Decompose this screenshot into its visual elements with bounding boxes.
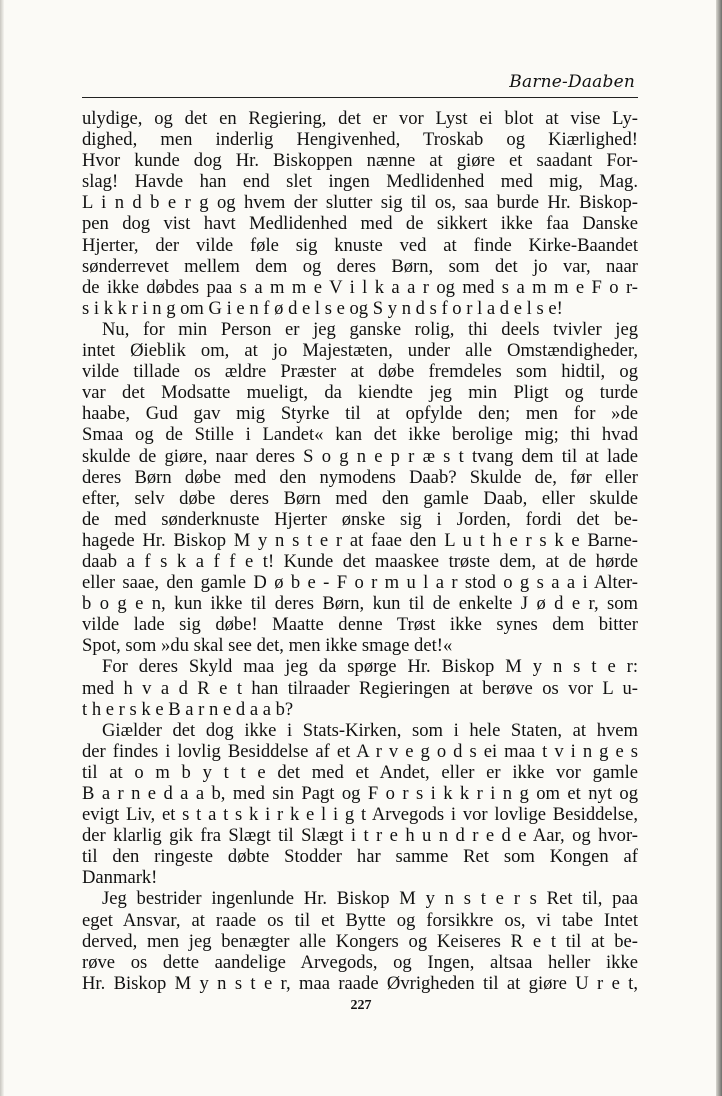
text-line: de ikke døbdes paa s a m m e V i l k a a r og med s a m m e F o r- bbox=[82, 276, 638, 298]
text-line: røve os dette aandelige Arvegods, og Ingen, altsaa heller ikke bbox=[82, 951, 638, 973]
text-line: der klarlig gik fra Slægt til Slægt i t r e h u n d r e d e Aar, og hvor- bbox=[82, 825, 638, 847]
text-line: B a r n e d a a b, med sin Pagt og F o r s i k k r i n g om et nyt og bbox=[82, 783, 638, 804]
text-line: hagede Hr. Biskop M y n s t e r at faae den L u t h e r s k e Barne- bbox=[82, 529, 638, 551]
text-line: til den ringeste døbte Stodder har samme Ret som Kongen af bbox=[82, 846, 638, 868]
text-line: ulydige, og det en Regiering, det er vor Lyst ei blot at vise Ly- bbox=[82, 108, 638, 129]
text-line: Smaa og de Stille i Landet« kan det ikke berolige mig; thi hvad bbox=[82, 424, 638, 446]
text-line: Nu, for min Person er jeg ganske rolig, thi deels tvivler jeg bbox=[102, 318, 638, 340]
text-line: t h e r s k e B a r n e d a a b? bbox=[82, 698, 294, 720]
text-line: efter, selv døbe deres Børn med den gamle Daab, eller skulde bbox=[82, 487, 638, 509]
text-line: haabe, Gud gav mig Styrke til at opfylde den; men for »de bbox=[82, 403, 638, 425]
text-line: eller saae, den gamle D ø b e - F o r m u l a r stod o g s a a i Alter- bbox=[82, 572, 638, 594]
header-rule bbox=[82, 97, 638, 98]
text-line: slag! Havde han end slet ingen Medlidenhed med mig, Mag. bbox=[82, 171, 638, 193]
body-text bbox=[82, 108, 638, 994]
text-line: sønderrevet mellem dem og deres Børn, som det jo var, naar bbox=[82, 255, 638, 277]
text-line: Hjerter, der vilde føle sig knuste ved at finde Kirke-Baandet bbox=[82, 234, 638, 256]
text-line: de med sønderknuste Hjerter ønske sig i Jorden, fordi det be- bbox=[82, 508, 638, 530]
text-line: Hvor kunde dog Hr. Biskoppen nænne at giøre et saadant For- bbox=[82, 150, 638, 172]
text-line: deres Børn døbe med den nymodens Daab? Skulde de, før eller bbox=[82, 466, 638, 488]
text-line: L i n d b e r g og hvem der slutter sig til os, saa burde Hr. Biskop- bbox=[82, 192, 638, 214]
text-line: daab a f s k a f f e t! Kunde det maaskee trøste dem, at de hørde bbox=[82, 550, 638, 572]
text-line: dighed, men inderlig Hengivenhed, Troskab og Kiærlighed! bbox=[82, 129, 638, 151]
text-line: Danmark! bbox=[82, 867, 158, 889]
text-line: intet Øieblik om, at jo Majestæten, under alle Omstændigheder, bbox=[82, 340, 638, 362]
text-line: For deres Skyld maa jeg da spørge Hr. Biskop M y n s t e r: bbox=[102, 656, 638, 678]
text-line: evigt Liv, et s t a t s k i r k e l i g t Arvegods i vor lovlige Besiddelse, bbox=[82, 804, 638, 826]
text-line: der findes i lovlig Besiddelse af et A r v e g o d s ei maa t v i n g e s bbox=[82, 740, 638, 762]
text-line: til at o m b y t t e det med et Andet, eller er ikke vor gamle bbox=[82, 761, 638, 783]
text-line: Giælder det dog ikke i Stats-Kirken, som i hele Staten, at hvem bbox=[102, 719, 638, 741]
text-line: Spot, som »du skal see det, men ikke smage det!« bbox=[82, 635, 453, 657]
page-number: 227 bbox=[350, 998, 372, 1013]
text-line: Hr. Biskop M y n s t e r, maa raade Øvrigheden til at giøre U r e t, bbox=[82, 972, 638, 994]
text-line: vilde lade sig døbe! Maatte denne Trøst ikke synes dem bitter bbox=[82, 614, 638, 636]
page-left-edge bbox=[0, 0, 4, 1096]
running-head: Barne-Daaben bbox=[509, 72, 635, 92]
text-line: eget Ansvar, at raade os til et Bytte og forsikkre os, vi tabe Intet bbox=[82, 909, 638, 931]
page-right-edge bbox=[716, 0, 722, 1096]
text-line: b o g e n, kun ikke til deres Børn, kun til de enkelte J ø d e r, som bbox=[82, 593, 638, 615]
text-line: s i k k r i n g om G i e n f ø d e l s e og S y n d s f o r l a d e l s e! bbox=[82, 297, 563, 319]
text-line: pen dog vist havt Medlidenhed med de sikkert ikke faa Danske bbox=[82, 213, 638, 235]
text-line: derved, men jeg benægter alle Kongers og Keiseres R e t til at be- bbox=[82, 930, 638, 952]
text-line: med h v a d R e t han tilraader Regieringen at berøve os vor L u- bbox=[82, 677, 638, 699]
text-line: skulde de giøre, naar deres S o g n e p r æ s t tvang dem til at lade bbox=[82, 445, 638, 467]
text-line: var det Modsatte mueligt, da kiendte jeg min Pligt og turde bbox=[82, 382, 638, 404]
text-line: Jeg bestrider ingenlunde Hr. Biskop M y n s t e r s Ret til, paa bbox=[102, 888, 638, 910]
text-line: vilde tillade os ældre Præster at døbe fremdeles som hidtil, og bbox=[82, 361, 638, 383]
